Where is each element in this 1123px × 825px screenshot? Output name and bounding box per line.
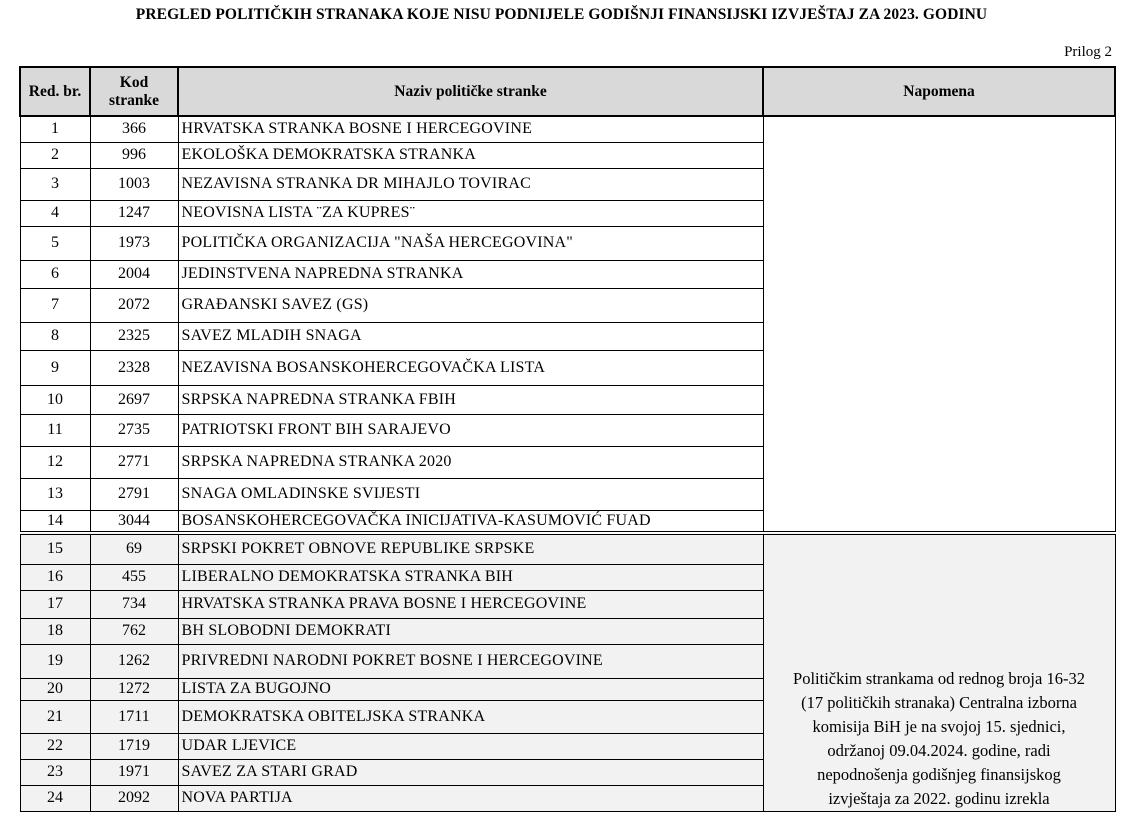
party-code: 2771: [90, 446, 178, 478]
party-code: 455: [90, 564, 178, 590]
party-name: NEOVISNA LISTA ¨ZA KUPRES¨: [178, 200, 763, 226]
party-name: SRPSKA NAPREDNA STRANKA FBIH: [178, 385, 763, 414]
party-code: 2328: [90, 350, 178, 385]
group1-note: [763, 116, 1115, 533]
group2-body: [20, 533, 1115, 811]
party-name: SRPSKA NAPREDNA STRANKA 2020: [178, 446, 763, 478]
party-code: 1247: [90, 200, 178, 226]
table-header-row: [20, 67, 1115, 116]
party-name: BOSANSKOHERCEGOVAČKA INICIJATIVA-KASUMOVIĆ FUAD: [178, 510, 763, 533]
header-name: Naziv političke stranke: [178, 67, 763, 116]
party-name: EKOLOŠKA DEMOKRATSKA STRANKA: [178, 142, 763, 168]
note-line: (17 političkih stranaka) Centralna izborna: [801, 692, 1077, 712]
row-number: 11: [20, 414, 90, 446]
party-name: PATRIOTSKI FRONT BIH SARAJEVO: [178, 414, 763, 446]
row-number: 4: [20, 200, 90, 226]
party-code: 2791: [90, 478, 178, 510]
header-code-line2: stranke: [109, 91, 159, 109]
party-name: POLITIČKA ORGANIZACIJA "NAŠA HERCEGOVINA": [178, 226, 763, 260]
header-note: Napomena: [763, 67, 1115, 116]
row-number: 3: [20, 168, 90, 200]
party-code: 1711: [90, 700, 178, 733]
table-row: [20, 116, 1115, 142]
party-code: 1262: [90, 644, 178, 678]
parties-table: [19, 66, 1116, 812]
party-code: 2735: [90, 414, 178, 446]
row-number: 2: [20, 142, 90, 168]
row-number: 12: [20, 446, 90, 478]
party-code: 1973: [90, 226, 178, 260]
party-name: SRPSKI POKRET OBNOVE REPUBLIKE SRPSKE: [178, 533, 763, 564]
party-code: 2697: [90, 385, 178, 414]
row-number: 18: [20, 618, 90, 644]
party-name: HRVATSKA STRANKA BOSNE I HERCEGOVINE: [178, 116, 763, 142]
party-name: DEMOKRATSKA OBITELJSKA STRANKA: [178, 700, 763, 733]
note-line: Političkim strankama od rednog broja 16-32: [793, 668, 1085, 688]
document-title: PREGLED POLITIČKIH STRANAKA KOJE NISU PODNIJELE GODIŠNJI FINANSIJSKI IZVJEŠTAJ ZA 2023. GODINU: [135, 6, 988, 23]
annex-label: Prilog 2: [1064, 44, 1112, 60]
header-code: [90, 67, 178, 116]
party-name: BH SLOBODNI DEMOKRATI: [178, 618, 763, 644]
row-number: 17: [20, 590, 90, 618]
party-code: 996: [90, 142, 178, 168]
party-name: LISTA ZA BUGOJNO: [178, 678, 763, 700]
party-name: JEDINSTVENA NAPREDNA STRANKA: [178, 260, 763, 288]
party-code: 1272: [90, 678, 178, 700]
party-name: SAVEZ ZA STARI GRAD: [178, 759, 763, 785]
note-line: izvještaja za 2022. godinu izrekla: [828, 788, 1050, 808]
party-code: 762: [90, 618, 178, 644]
party-name: LIBERALNO DEMOKRATSKA STRANKA BIH: [178, 564, 763, 590]
party-name: SAVEZ MLADIH SNAGA: [178, 322, 763, 350]
party-code: 1971: [90, 759, 178, 785]
party-code: 2325: [90, 322, 178, 350]
party-code: 2072: [90, 288, 178, 322]
party-code: 2092: [90, 785, 178, 811]
party-name: NOVA PARTIJA: [178, 785, 763, 811]
note-line: komisija BiH je na svojoj 15. sjednici,: [812, 716, 1066, 736]
party-name: NEZAVISNA STRANKA DR MIHAJLO TOVIRAC: [178, 168, 763, 200]
party-name: UDAR LJEVICE: [178, 733, 763, 759]
party-name: GRAĐANSKI SAVEZ (GS): [178, 288, 763, 322]
group2-note: [763, 533, 1115, 811]
party-name: NEZAVISNA BOSANSKOHERCEGOVAČKA LISTA: [178, 350, 763, 385]
row-number: 14: [20, 510, 90, 533]
party-code: 366: [90, 116, 178, 142]
row-number: 16: [20, 564, 90, 590]
row-number: 20: [20, 678, 90, 700]
row-number: 8: [20, 322, 90, 350]
row-number: 13: [20, 478, 90, 510]
party-code: 2004: [90, 260, 178, 288]
party-code: 734: [90, 590, 178, 618]
row-number: 24: [20, 785, 90, 811]
party-code: 1719: [90, 733, 178, 759]
party-code: 3044: [90, 510, 178, 533]
table-row: [20, 533, 1115, 564]
row-number: 1: [20, 116, 90, 142]
row-number: 23: [20, 759, 90, 785]
row-number: 15: [20, 533, 90, 564]
row-number: 22: [20, 733, 90, 759]
row-number: 9: [20, 350, 90, 385]
header-code-line1: Kod: [119, 73, 149, 91]
party-name: PRIVREDNI NARODNI POKRET BOSNE I HERCEGOVINE: [178, 644, 763, 678]
row-number: 6: [20, 260, 90, 288]
row-number: 7: [20, 288, 90, 322]
row-number: 21: [20, 700, 90, 733]
row-number: 19: [20, 644, 90, 678]
party-name: HRVATSKA STRANKA PRAVA BOSNE I HERCEGOVINE: [178, 590, 763, 618]
party-code: 1003: [90, 168, 178, 200]
note-line: održanoj 09.04.2024. godine, radi: [827, 740, 1051, 760]
note-line: nepodnošenja godišnjeg finansijskog: [817, 764, 1061, 784]
group1-body: [20, 116, 1115, 533]
row-number: 5: [20, 226, 90, 260]
row-number: 10: [20, 385, 90, 414]
header-no: Red. br.: [20, 67, 90, 116]
party-code: 69: [90, 533, 178, 564]
party-name: SNAGA OMLADINSKE SVIJESTI: [178, 478, 763, 510]
